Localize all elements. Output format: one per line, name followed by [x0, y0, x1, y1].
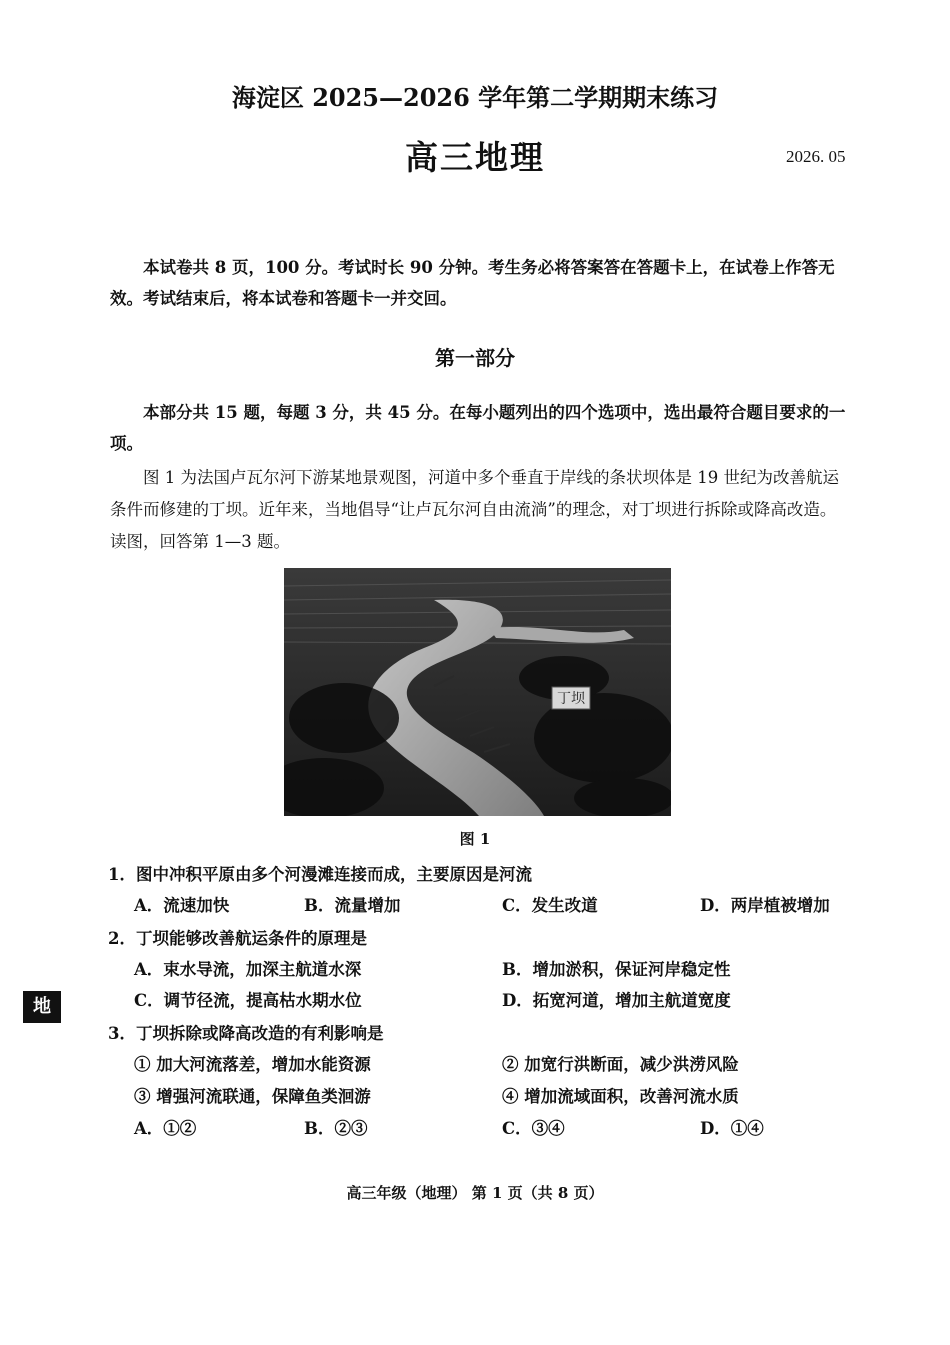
figure-caption: 图 1 — [459, 830, 491, 848]
question-1-option-c: C．发生改道 — [502, 896, 598, 915]
question-2-option-a: A．束水导流，加深主航道水深 — [134, 960, 362, 979]
question-3-option-c: C．③④ — [502, 1119, 565, 1138]
question-2-option-c: C．调节径流，提高枯水期水位 — [134, 991, 362, 1010]
river-landscape-photo — [284, 568, 671, 816]
question-3-option-a: A．①② — [134, 1119, 197, 1138]
question-context: 图 1 为法国卢瓦尔河下游某地景观图，河道中多个垂直于岸线的条状坝体是 19 世纪为改善航运条件而修建的丁坝。近年来，当地倡导“让卢瓦尔河自由流淌”的理念，对丁坝进行拆除或降高改造。读图，回答第 1—3 题。 — [110, 468, 839, 551]
exam-date: 2026. 05 — [786, 147, 846, 166]
section-instructions: 本部分共 15 题，每题 3 分，共 45 分。在每小题列出的四个选项中，选出最符合题目要求的一项。 — [110, 403, 846, 453]
section-title: 第一部分 — [435, 346, 515, 370]
question-2-option-d: D．拓宽河道，增加主航道宽度 — [502, 991, 731, 1010]
question-1-stem: 1．图中冲积平原由多个河漫滩连接而成，主要原因是河流 — [108, 865, 532, 884]
subject-title: 高三地理 — [405, 138, 545, 177]
subject-side-tab: 地 — [23, 991, 61, 1023]
question-2-stem: 2．丁坝能够改善航运条件的原理是 — [108, 929, 367, 948]
question-3-statement-4: ④ 增加流域面积，改善河流水质 — [502, 1087, 739, 1106]
question-1-option-d: D．两岸植被增加 — [700, 896, 830, 915]
question-3-stem: 3．丁坝拆除或降高改造的有利影响是 — [108, 1024, 384, 1043]
groyne-label: 丁坝 — [557, 691, 585, 707]
question-3-statement-2: ② 加宽行洪断面，减少洪涝风险 — [502, 1055, 739, 1074]
exam-title: 海淀区 2025—2026 学年第二学期期末练习 — [231, 83, 719, 112]
question-1-option-a: A．流速加快 — [134, 896, 230, 915]
question-1-option-b: B．流量增加 — [304, 896, 401, 915]
question-3-statement-1: ① 加大河流落差，增加水能资源 — [134, 1055, 371, 1074]
question-3-statement-3: ③ 增强河流联通，保障鱼类洄游 — [134, 1087, 371, 1106]
question-2-option-b: B．增加淤积，保证河岸稳定性 — [502, 960, 731, 979]
question-3-option-b: B．②③ — [304, 1119, 368, 1138]
question-3-option-d: D．①④ — [700, 1119, 764, 1138]
exam-intro: 本试卷共 8 页，100 分。考试时长 90 分钟。考生务必将答案答在答题卡上，在试卷上作答无效。考试结束后，将本试卷和答题卡一并交回。 — [110, 258, 835, 308]
page-footer: 高三年级（地理） 第 1 页（共 8 页） — [346, 1184, 604, 1202]
